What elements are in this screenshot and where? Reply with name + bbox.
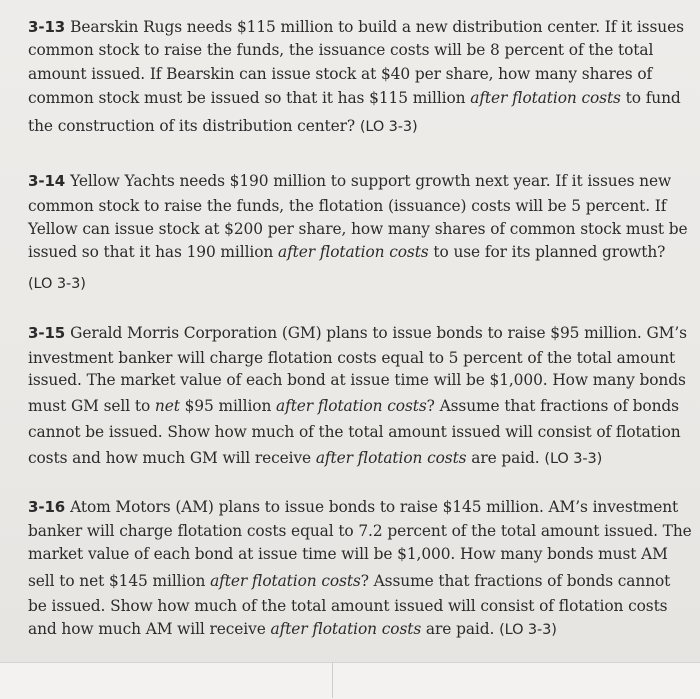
problem-line: sell to net $145 million after flotation costs? Assume that fractions of bonds cannot [28, 572, 671, 590]
problem-3-16 [28, 498, 692, 644]
learning-objective: (LO 3-3) [544, 451, 603, 467]
problem-line: amount issued. If Bearskin can issue stock at $40 per share, how many shares of [28, 65, 653, 83]
problem-number: 3-14 [28, 172, 66, 190]
problem-3-15 [28, 324, 687, 473]
problem-line: be issued. Show how much of the total amount issued will consist of flotation costs [28, 597, 668, 615]
learning-objective: (LO 3-3) [28, 276, 86, 292]
problem-line: common stock must be issued so that it has $115 million after flotation costs to fund [28, 89, 681, 107]
problem-number: 3-15 [28, 324, 66, 342]
problem-line: 3-14 Yellow Yachts needs $190 million to support growth next year. If it issues new [28, 172, 672, 190]
problem-line: costs and how much GM will receive after flotation costs are paid. (LO 3-3) [28, 449, 603, 467]
problem-line: common stock to raise the funds, the flotation (issuance) costs will be 5 percent. If [28, 197, 667, 215]
problem-line: banker will charge flotation costs equal to 7.2 percent of the total amount issued. The [28, 522, 692, 540]
page-divider [332, 662, 333, 698]
problem-line: must GM sell to net $95 million after flotation costs? Assume that fractions of bonds [28, 397, 679, 415]
problem-line: market value of each bond at issue time will be $1,000. How many bonds must AM [28, 545, 668, 563]
problem-line: 3-15 Gerald Morris Corporation (GM) plans to issue bonds to raise $95 million. GM’s [28, 324, 687, 342]
problem-line: common stock to raise the funds, the issuance costs will be 8 percent of the total [28, 41, 654, 59]
problem-line [28, 274, 680, 298]
learning-objective: (LO 3-3) [359, 119, 418, 135]
problem-line: 3-13 Bearskin Rugs needs $115 million to build a new distribution center. If it issues [28, 18, 684, 36]
problem-line: issued. The market value of each bond at issue time will be $1,000. How many bonds [28, 371, 686, 389]
problem-number: 3-13 [28, 18, 66, 36]
page-bottom-edge [0, 662, 700, 699]
problem-line: cannot be issued. Show how much of the total amount issued will consist of flotation [28, 423, 681, 441]
problem-line: 3-16 Atom Motors (AM) plans to issue bonds to raise $145 million. AM’s investment [28, 498, 679, 516]
problem-line: and how much AM will receive after flotation costs are paid. (LO 3-3) [28, 620, 557, 638]
problem-3-13 [28, 18, 684, 141]
problem-line: investment banker will charge flotation costs equal to 5 percent of the total amount [28, 349, 676, 367]
problem-line: Yellow can issue stock at $200 per share, how many shares of common stock must be [28, 220, 688, 238]
problem-number: 3-16 [28, 498, 66, 516]
problem-3-14 [28, 172, 688, 298]
learning-objective: (LO 3-3) [499, 622, 557, 638]
problem-line: the construction of its distribution center? (LO 3-3) [28, 117, 418, 135]
problem-line: issued so that it has 190 million after flotation costs to use for its planned growth? [28, 243, 666, 261]
